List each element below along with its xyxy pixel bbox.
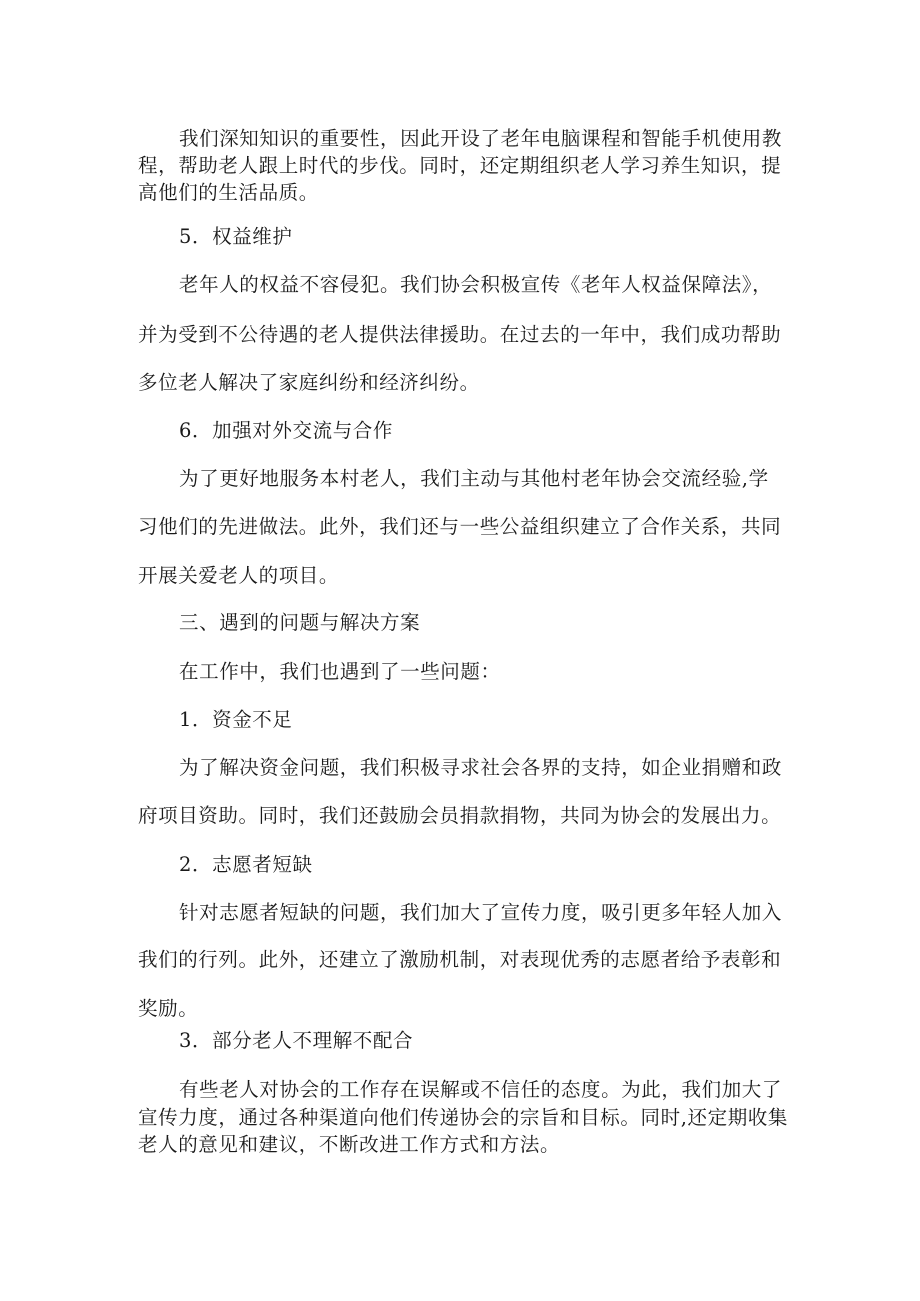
body-text-line: 高他们的生活品质。 bbox=[138, 181, 319, 204]
section-heading: 1．资金不足 bbox=[179, 708, 293, 731]
body-text-line: 并为受到不公待遇的老人提供法律援助。在过去的一年中，我们成功帮助 bbox=[138, 323, 782, 346]
section-heading: 5．权益维护 bbox=[179, 225, 293, 248]
body-text-line: 在工作中，我们也遇到了一些问题： bbox=[179, 660, 501, 683]
body-text-line: 我们的行列。此外，还建立了激励机制，对表现优秀的志愿者给予表彰和 bbox=[138, 948, 782, 971]
body-text-line: 奖励。 bbox=[138, 997, 199, 1020]
body-text-line: 有些老人对协会的工作存在误解或不信任的态度。为此，我们加大了 bbox=[179, 1078, 783, 1101]
body-text-line: 开展关爱老人的项目。 bbox=[138, 564, 340, 587]
body-text-line: 老人的意见和建议，不断改进工作方式和方法。 bbox=[138, 1133, 561, 1156]
section-heading: 3．部分老人不理解不配合 bbox=[179, 1029, 414, 1052]
body-text-line: 为了解决资金问题，我们积极寻求社会各界的支持，如企业捐赠和政 bbox=[179, 756, 783, 779]
body-text-line: 府项目资助。同时，我们还鼓励会员捐款捐物，共同为协会的发展出力。 bbox=[138, 804, 782, 827]
body-text-line: 老年人的权益不容侵犯。我们协会积极宣传《老年人权益保障法》， bbox=[179, 273, 773, 296]
body-text-line: 为了更好地服务本村老人，我们主动与其他村老年协会交流经验,学 bbox=[179, 467, 769, 490]
section-heading: 2．志愿者短缺 bbox=[179, 853, 313, 876]
body-text-line: 宣传力度，通过各种渠道向他们传递协会的宗旨和目标。同时,还定期收集 bbox=[138, 1106, 788, 1129]
chapter-heading: 三、遇到的问题与解决方案 bbox=[179, 611, 421, 634]
body-text-line: 我们深知知识的重要性，因此开设了老年电脑课程和智能手机使用教 bbox=[179, 127, 783, 150]
body-text-line: 针对志愿者短缺的问题，我们加大了宣传力度，吸引更多年轻人加入 bbox=[179, 901, 783, 924]
body-text-line: 程，帮助老人跟上时代的步伐。同时，还定期组织老人学习养生知识，提 bbox=[138, 154, 782, 177]
body-text-line: 习他们的先进做法。此外，我们还与一些公益组织建立了合作关系，共同 bbox=[138, 515, 782, 538]
body-text-line: 多位老人解决了家庭纠纷和经济纠纷。 bbox=[138, 371, 480, 394]
section-heading: 6．加强对外交流与合作 bbox=[179, 419, 394, 442]
